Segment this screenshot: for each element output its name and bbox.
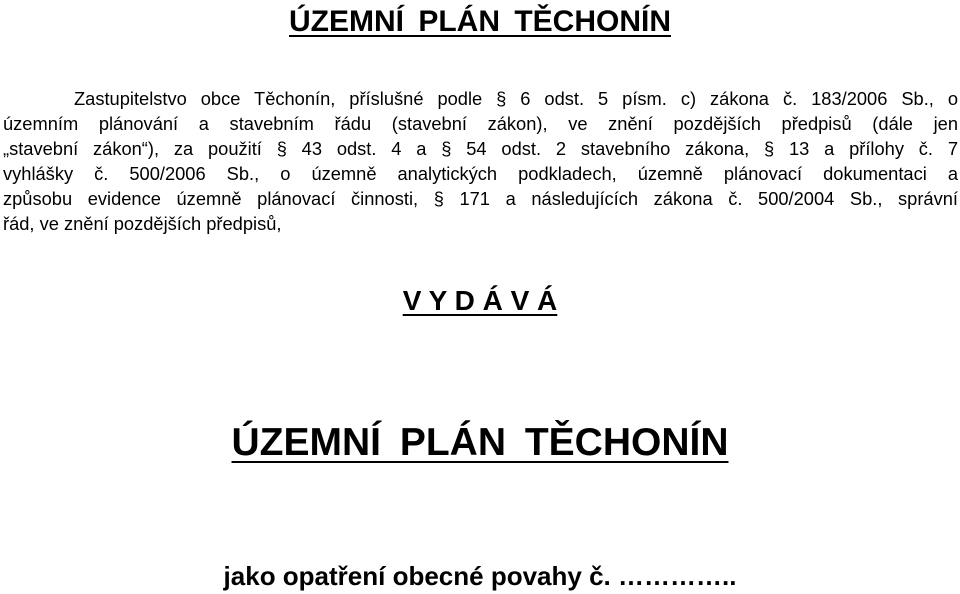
document-title: ÚZEMNÍ PLÁN TĚCHONÍN [289, 5, 671, 38]
preamble-line: způsobu evidence územně plánovací činnosti, § 171 a následujících zákona č. 500/2004 Sb., správní [3, 188, 958, 209]
preamble-paragraph [3, 86, 958, 236]
measure-designation: jako opatření obecné povahy č. ………….. [223, 561, 737, 591]
preamble-line: vyhlášky č. 500/2006 Sb., o územně analytických podkladech, územně plánovací dokumentaci a [3, 163, 958, 184]
issuance-verb: V Y D Á V Á [402, 285, 558, 316]
preamble-line: územním plánování a stavebním řádu (stavební zákon), ve znění pozdějších předpisů (dále jen [3, 113, 958, 134]
plan-title: ÚZEMNÍ PLÁN TĚCHONÍN [231, 421, 729, 464]
preamble-line: Zastupitelstvo obce Těchonín, příslušné podle § 6 odst. 5 písm. c) zákona č. 183/2006 Sb., o [74, 88, 958, 109]
preamble-line: „stavební zákon“), za použití § 43 odst. 4 a § 54 odst. 2 stavebního zákona, § 13 a přílohy č. 7 [3, 138, 958, 159]
preamble-line: řád, ve znění pozdějších předpisů, [3, 213, 282, 234]
